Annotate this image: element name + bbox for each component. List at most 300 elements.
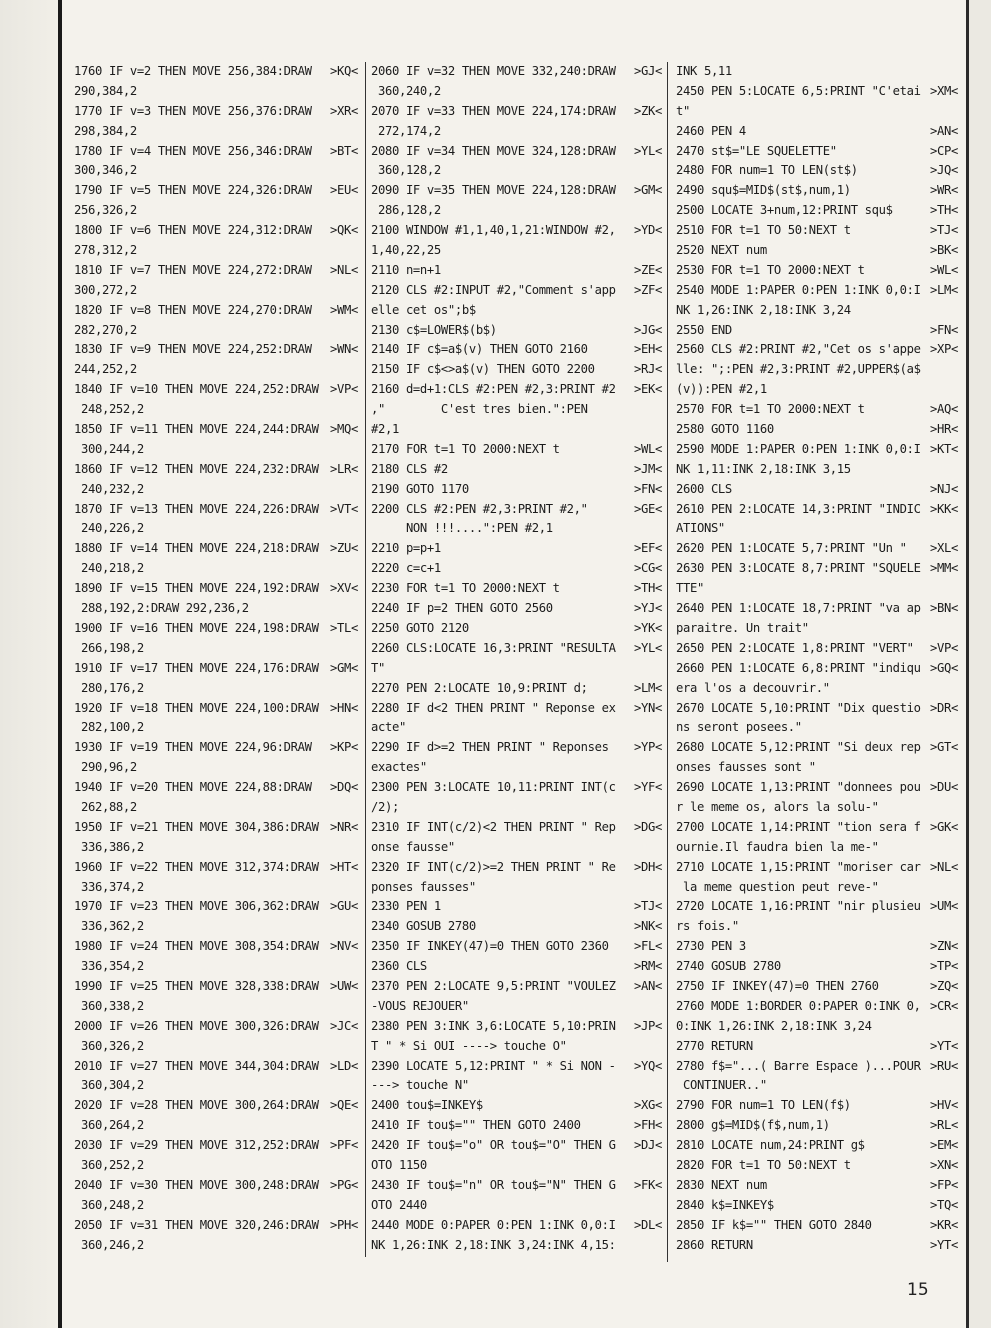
code-line: [74, 659, 358, 679]
code-line: [676, 1096, 958, 1116]
code-text: 2480 FOR num=1 TO LEN(st$): [676, 163, 858, 178]
code-text: 2110 n=n+1: [371, 262, 441, 277]
code-line: [74, 997, 358, 1017]
code-text: 2230 FOR t=1 TO 2000:NEXT t: [371, 581, 560, 596]
checksum: >TJ<: [632, 897, 662, 917]
code-line: [371, 380, 662, 400]
code-text: 1980 IF v=24 THEN MOVE 308,354:DRAW: [74, 939, 319, 954]
code-text: 2180 CLS #2: [371, 461, 448, 476]
code-text: 282,270,2: [74, 322, 137, 337]
code-text: 2470 st$="LE SQUELETTE": [676, 143, 837, 158]
checksum: >VP<: [328, 380, 358, 400]
code-text: 2770 RETURN: [676, 1038, 753, 1053]
code-line: [676, 758, 958, 778]
code-text: 2060 IF v=32 THEN MOVE 332,240:DRAW: [371, 64, 616, 78]
code-text: 2020 IF v=28 THEN MOVE 300,264:DRAW: [74, 1098, 319, 1113]
code-text: 2220 c=c+1: [371, 561, 441, 576]
checksum: >QE<: [328, 1096, 358, 1116]
code-line: [371, 1096, 662, 1116]
code-text: 2090 IF v=35 THEN MOVE 224,128:DRAW: [371, 183, 616, 198]
code-text: 2300 PEN 3:LOCATE 10,11:PRINT INT(c: [371, 780, 616, 795]
checksum: >EH<: [632, 340, 662, 360]
code-text: 298,384,2: [74, 123, 137, 138]
code-line: [676, 480, 958, 500]
code-text: 1810 IF v=7 THEN MOVE 224,272:DRAW: [74, 262, 312, 277]
code-text: 1860 IF v=12 THEN MOVE 224,232:DRAW: [74, 461, 319, 476]
code-line: [676, 301, 958, 321]
code-text: 2350 IF INKEY(47)=0 THEN GOTO 2360: [371, 939, 609, 954]
code-line: [74, 758, 358, 778]
code-line: [74, 897, 358, 917]
code-line: [74, 1037, 358, 1057]
checksum: >YQ<: [632, 1057, 662, 1077]
code-text: 2510 FOR t=1 TO 50:NEXT t: [676, 223, 851, 238]
code-line: [371, 937, 662, 957]
code-line: [371, 1176, 662, 1196]
code-text: 2580 GOTO 1160: [676, 422, 774, 437]
code-line: [676, 639, 958, 659]
code-text: 1950 IF v=21 THEN MOVE 304,386:DRAW: [74, 819, 319, 834]
checksum: >NL<: [328, 261, 358, 281]
code-text: 278,312,2: [74, 243, 137, 258]
code-line: [371, 838, 662, 858]
code-line: [74, 400, 358, 420]
listing-column-3: [676, 62, 958, 1255]
code-text: 1960 IF v=22 THEN MOVE 312,374:DRAW: [74, 859, 319, 874]
code-text: (v)):PEN #2,1: [676, 382, 767, 397]
code-text: 2640 PEN 1:LOCATE 18,7:PRINT "va ap: [676, 601, 921, 616]
code-line: [74, 917, 358, 937]
checksum: >XM<: [928, 82, 958, 102]
code-line: [74, 221, 358, 241]
code-line: [74, 122, 358, 142]
checksum: >XN<: [928, 1156, 958, 1176]
checksum: >HR<: [928, 420, 958, 440]
code-line: [676, 659, 958, 679]
code-line: [74, 1076, 358, 1096]
code-line: [371, 679, 662, 699]
code-text: 2050 IF v=31 THEN MOVE 320,246:DRAW: [74, 1217, 319, 1232]
code-line: [371, 539, 662, 559]
code-line: [371, 1116, 662, 1136]
code-line: [676, 718, 958, 738]
code-line: [371, 62, 662, 82]
code-line: [371, 161, 662, 181]
code-text: 1,40,22,25: [371, 243, 441, 258]
checksum: >ZF<: [632, 281, 662, 301]
listing-column-1: [74, 62, 358, 1255]
code-line: [74, 838, 358, 858]
checksum: >TJ<: [928, 221, 958, 241]
code-text: 1900 IF v=16 THEN MOVE 224,198:DRAW: [74, 620, 319, 635]
checksum: >YT<: [928, 1037, 958, 1057]
page-binding-margin: [0, 0, 58, 1328]
code-text: 2240 IF p=2 THEN GOTO 2560: [371, 601, 553, 616]
checksum: >TH<: [632, 579, 662, 599]
code-line: [74, 699, 358, 719]
code-text: 2340 GOSUB 2780: [371, 919, 476, 934]
code-text: r le meme os, alors la solu-": [676, 799, 879, 814]
code-line: [371, 221, 662, 241]
checksum: >ZE<: [632, 261, 662, 281]
code-line: [371, 897, 662, 917]
code-line: [371, 241, 662, 261]
code-line: [371, 82, 662, 102]
code-text: 2790 FOR num=1 TO LEN(f$): [676, 1098, 851, 1113]
code-text: 2730 PEN 3: [676, 939, 746, 954]
code-text: 2270 PEN 2:LOCATE 10,9:PRINT d;: [371, 680, 588, 695]
checksum: >GM<: [632, 181, 662, 201]
checksum: >EM<: [928, 1136, 958, 1156]
code-line: [371, 1037, 662, 1057]
code-text: 2450 PEN 5:LOCATE 6,5:PRINT "C'etai: [676, 83, 921, 98]
code-text: 2410 IF tou$="" THEN GOTO 2400: [371, 1118, 581, 1133]
code-text: 2420 IF tou$="o" OR tou$="O" THEN G: [371, 1138, 616, 1153]
code-text: 360,264,2: [74, 1118, 144, 1133]
code-line: [74, 937, 358, 957]
code-line: [74, 818, 358, 838]
code-text: 2370 PEN 2:LOCATE 9,5:PRINT "VOULEZ: [371, 978, 616, 993]
code-line: [74, 579, 358, 599]
code-text: 248,252,2: [74, 402, 144, 417]
code-text: 336,374,2: [74, 879, 144, 894]
column-separator: [667, 62, 668, 1262]
code-line: [74, 798, 358, 818]
code-text: 1840 IF v=10 THEN MOVE 224,252:DRAW: [74, 382, 319, 397]
code-text: ponses fausses": [371, 879, 476, 894]
code-text: 336,386,2: [74, 839, 144, 854]
checksum: >BT<: [328, 142, 358, 162]
code-line: [371, 1196, 662, 1216]
code-text: 2820 FOR t=1 TO 50:NEXT t: [676, 1157, 851, 1172]
code-text: 2140 IF c$=a$(v) THEN GOTO 2160: [371, 342, 588, 357]
checksum: >RU<: [928, 1057, 958, 1077]
code-line: [371, 181, 662, 201]
code-line: [74, 679, 358, 699]
checksum: >LR<: [328, 460, 358, 480]
checksum: >NL<: [928, 858, 958, 878]
code-line: [74, 1057, 358, 1077]
code-text: 2070 IF v=33 THEN MOVE 224,174:DRAW: [371, 103, 616, 118]
checksum: >QK<: [328, 221, 358, 241]
code-line: [371, 858, 662, 878]
code-line: [371, 997, 662, 1017]
code-text: 336,354,2: [74, 959, 144, 974]
code-line: [676, 519, 958, 539]
code-text: 2550 END: [676, 322, 732, 337]
code-text: exactes": [371, 760, 427, 775]
checksum: >ZN<: [928, 937, 958, 957]
code-line: [676, 539, 958, 559]
code-line: [371, 659, 662, 679]
code-text: 286,128,2: [371, 203, 441, 218]
code-text: 2390 LOCATE 5,12:PRINT " * Si NON -: [371, 1058, 616, 1073]
code-line: [676, 201, 958, 221]
code-text: 1760 IF v=2 THEN MOVE 256,384:DRAW: [74, 64, 312, 78]
code-line: [676, 82, 958, 102]
checksum: >GM<: [328, 659, 358, 679]
code-line: [371, 460, 662, 480]
code-text: 2440 MODE 0:PAPER 0:PEN 1:INK 0,0:I: [371, 1217, 616, 1232]
code-text: 1930 IF v=19 THEN MOVE 224,96:DRAW: [74, 740, 312, 755]
checksum: >WM<: [328, 301, 358, 321]
code-text: 2760 MODE 1:BORDER 0:PAPER 0:INK 0,: [676, 998, 921, 1013]
checksum: >TL<: [328, 619, 358, 639]
code-line: [74, 201, 358, 221]
code-line: [676, 380, 958, 400]
code-line: [74, 599, 358, 619]
code-text: 2150 IF c$<>a$(v) THEN GOTO 2200: [371, 362, 595, 377]
checksum: >AQ<: [928, 400, 958, 420]
checksum: >RM<: [632, 957, 662, 977]
code-line: [676, 699, 958, 719]
checksum: >FN<: [632, 480, 662, 500]
code-text: 2720 LOCATE 1,16:PRINT "nir plusieu: [676, 899, 921, 914]
code-text: 2520 NEXT num: [676, 243, 767, 258]
code-text: 2540 MODE 1:PAPER 0:PEN 1:INK 0,0:I: [676, 282, 921, 297]
code-line: [371, 261, 662, 281]
code-line: [676, 161, 958, 181]
checksum: >TP<: [928, 957, 958, 977]
checksum: >ZU<: [328, 539, 358, 559]
code-line: [74, 957, 358, 977]
code-line: [74, 480, 358, 500]
code-text: 1830 IF v=9 THEN MOVE 224,252:DRAW: [74, 342, 312, 357]
code-line: [676, 281, 958, 301]
code-line: [371, 281, 662, 301]
code-line: [676, 420, 958, 440]
code-line: [676, 1057, 958, 1077]
code-line: [371, 977, 662, 997]
code-line: [371, 1136, 662, 1156]
checksum: >HV<: [928, 1096, 958, 1116]
code-text: T " * Si OUI ----> touche O": [371, 1038, 567, 1053]
code-text: 2740 GOSUB 2780: [676, 959, 781, 974]
code-line: [676, 340, 958, 360]
code-line: [371, 738, 662, 758]
code-line: [371, 122, 662, 142]
code-line: [371, 340, 662, 360]
code-text: 336,362,2: [74, 919, 144, 934]
code-line: [74, 1156, 358, 1176]
code-line: [676, 679, 958, 699]
checksum: >YN<: [632, 699, 662, 719]
code-line: [371, 1017, 662, 1037]
column-separator: [365, 62, 366, 1257]
checksum: >LM<: [632, 679, 662, 699]
code-text: /2);: [371, 799, 399, 814]
code-line: [676, 619, 958, 639]
code-line: [676, 261, 958, 281]
checksum: >GT<: [928, 738, 958, 758]
code-line: [676, 221, 958, 241]
code-text: 360,128,2: [371, 163, 441, 178]
code-line: [74, 1116, 358, 1136]
code-line: [676, 579, 958, 599]
code-line: [676, 400, 958, 420]
code-line: [74, 420, 358, 440]
code-text: -VOUS REJOUER": [371, 998, 469, 1013]
code-line: [676, 897, 958, 917]
code-text: 300,244,2: [74, 441, 144, 456]
code-text: ---> touche N": [371, 1078, 469, 1093]
code-line: [676, 559, 958, 579]
code-line: [74, 241, 358, 261]
code-text: 360,326,2: [74, 1038, 144, 1053]
checksum: >NV<: [328, 937, 358, 957]
code-text: 1820 IF v=8 THEN MOVE 224,270:DRAW: [74, 302, 312, 317]
checksum: >NJ<: [928, 480, 958, 500]
code-line: [371, 142, 662, 162]
checksum: >DH<: [632, 858, 662, 878]
code-line: [371, 957, 662, 977]
checksum: >AN<: [632, 977, 662, 997]
code-line: [371, 798, 662, 818]
code-line: [74, 460, 358, 480]
code-line: [371, 1236, 662, 1256]
code-line: [676, 440, 958, 460]
code-text: 300,272,2: [74, 282, 137, 297]
code-line: [74, 639, 358, 659]
code-line: [74, 539, 358, 559]
code-text: 2290 IF d>=2 THEN PRINT " Reponses: [371, 740, 609, 755]
code-text: 2330 PEN 1: [371, 899, 441, 914]
code-text: 2680 LOCATE 5,12:PRINT "Si deux rep: [676, 740, 921, 755]
code-text: 2360 CLS: [371, 959, 427, 974]
code-line: [371, 1076, 662, 1096]
code-line: [371, 599, 662, 619]
code-text: 2700 LOCATE 1,14:PRINT "tion sera f: [676, 819, 921, 834]
code-line: [74, 142, 358, 162]
checksum: >CG<: [632, 559, 662, 579]
code-text: ATIONS": [676, 521, 725, 536]
page-number: 15: [907, 1280, 929, 1300]
code-text: 2120 CLS #2:INPUT #2,"Comment s'app: [371, 282, 616, 297]
code-text: 2780 f$="...( Barre Espace )...POUR: [676, 1058, 921, 1073]
code-line: [371, 619, 662, 639]
code-text: 2620 PEN 1:LOCATE 5,7:PRINT "Un ": [676, 541, 907, 556]
code-text: 1870 IF v=13 THEN MOVE 224,226:DRAW: [74, 501, 319, 516]
code-line: [74, 778, 358, 798]
checksum: >JG<: [632, 321, 662, 341]
code-text: 2670 LOCATE 5,10:PRINT "Dix questio: [676, 700, 921, 715]
checksum: >CP<: [928, 142, 958, 162]
checksum: >WL<: [632, 440, 662, 460]
code-text: 300,346,2: [74, 163, 137, 178]
checksum: >FH<: [632, 1116, 662, 1136]
code-text: 256,326,2: [74, 203, 137, 218]
checksum: >YT<: [928, 1236, 958, 1256]
checksum: >LM<: [928, 281, 958, 301]
code-text: la meme question peut reve-": [676, 879, 879, 894]
code-text: 2850 IF k$="" THEN GOTO 2840: [676, 1217, 872, 1232]
checksum: >WL<: [928, 261, 958, 281]
code-text: 2010 IF v=27 THEN MOVE 344,304:DRAW: [74, 1058, 319, 1073]
code-text: 360,240,2: [371, 83, 441, 98]
checksum: >EU<: [328, 181, 358, 201]
code-line: [74, 380, 358, 400]
left-margin-rule: [58, 0, 62, 1328]
code-text: 288,192,2:DRAW 292,236,2: [74, 601, 249, 616]
code-line: [676, 142, 958, 162]
code-text: 2750 IF INKEY(47)=0 THEN 2760: [676, 978, 879, 993]
checksum: >XG<: [632, 1096, 662, 1116]
code-line: [371, 639, 662, 659]
code-line: [74, 500, 358, 520]
code-text: 2650 PEN 2:LOCATE 1,8:PRINT "VERT": [676, 640, 914, 655]
code-text: 2000 IF v=26 THEN MOVE 300,326:DRAW: [74, 1018, 319, 1033]
code-text: 360,248,2: [74, 1197, 144, 1212]
checksum: >YD<: [632, 221, 662, 241]
checksum: >FP<: [928, 1176, 958, 1196]
code-line: [74, 519, 358, 539]
code-text: 2280 IF d<2 THEN PRINT " Reponse ex: [371, 700, 616, 715]
code-text: 266,198,2: [74, 640, 144, 655]
code-line: [371, 1057, 662, 1077]
code-text: 2800 g$=MID$(f$,num,1): [676, 1118, 830, 1133]
code-line: [371, 878, 662, 898]
code-text: ns seront posees.": [676, 720, 802, 735]
code-line: [74, 878, 358, 898]
code-text: era l'os a decouvrir.": [676, 680, 830, 695]
code-line: [676, 937, 958, 957]
code-line: [676, 460, 958, 480]
code-line: [676, 997, 958, 1017]
checksum: >AN<: [928, 122, 958, 142]
code-line: [676, 957, 958, 977]
checksum: >KR<: [928, 1216, 958, 1236]
checksum: >KP<: [328, 738, 358, 758]
code-text: 1890 IF v=15 THEN MOVE 224,192:DRAW: [74, 581, 319, 596]
code-line: [74, 1017, 358, 1037]
code-line: [74, 360, 358, 380]
code-line: [371, 360, 662, 380]
code-line: [371, 420, 662, 440]
code-line: [371, 699, 662, 719]
checksum: >WR<: [928, 181, 958, 201]
code-text: 1940 IF v=20 THEN MOVE 224,88:DRAW: [74, 780, 312, 795]
code-line: [676, 778, 958, 798]
code-text: OTO 2440: [371, 1197, 427, 1212]
code-line: [371, 500, 662, 520]
code-text: 2210 p=p+1: [371, 541, 441, 556]
code-line: [371, 718, 662, 738]
code-text: 240,226,2: [74, 521, 144, 536]
code-text: onse fausse": [371, 839, 455, 854]
code-line: [676, 241, 958, 261]
checksum: >MQ<: [328, 420, 358, 440]
code-text: 290,96,2: [74, 760, 137, 775]
checksum: >KQ<: [328, 62, 358, 82]
code-line: [676, 181, 958, 201]
checksum: >GQ<: [928, 659, 958, 679]
code-line: [74, 1136, 358, 1156]
code-text: 2130 c$=LOWER$(b$): [371, 322, 497, 337]
checksum: >XP<: [928, 340, 958, 360]
code-text: 280,176,2: [74, 680, 144, 695]
code-text: 272,174,2: [371, 123, 441, 138]
code-text: 360,252,2: [74, 1157, 144, 1172]
checksum: >HN<: [328, 699, 358, 719]
code-text: paraitre. Un trait": [676, 620, 809, 635]
code-text: 2690 LOCATE 1,13:PRINT "donnees pou: [676, 780, 921, 795]
code-line: [676, 738, 958, 758]
code-line: [676, 1037, 958, 1057]
code-line: [371, 301, 662, 321]
code-line: [74, 1196, 358, 1216]
checksum: >GJ<: [632, 62, 662, 82]
code-text: 2570 FOR t=1 TO 2000:NEXT t: [676, 402, 865, 417]
